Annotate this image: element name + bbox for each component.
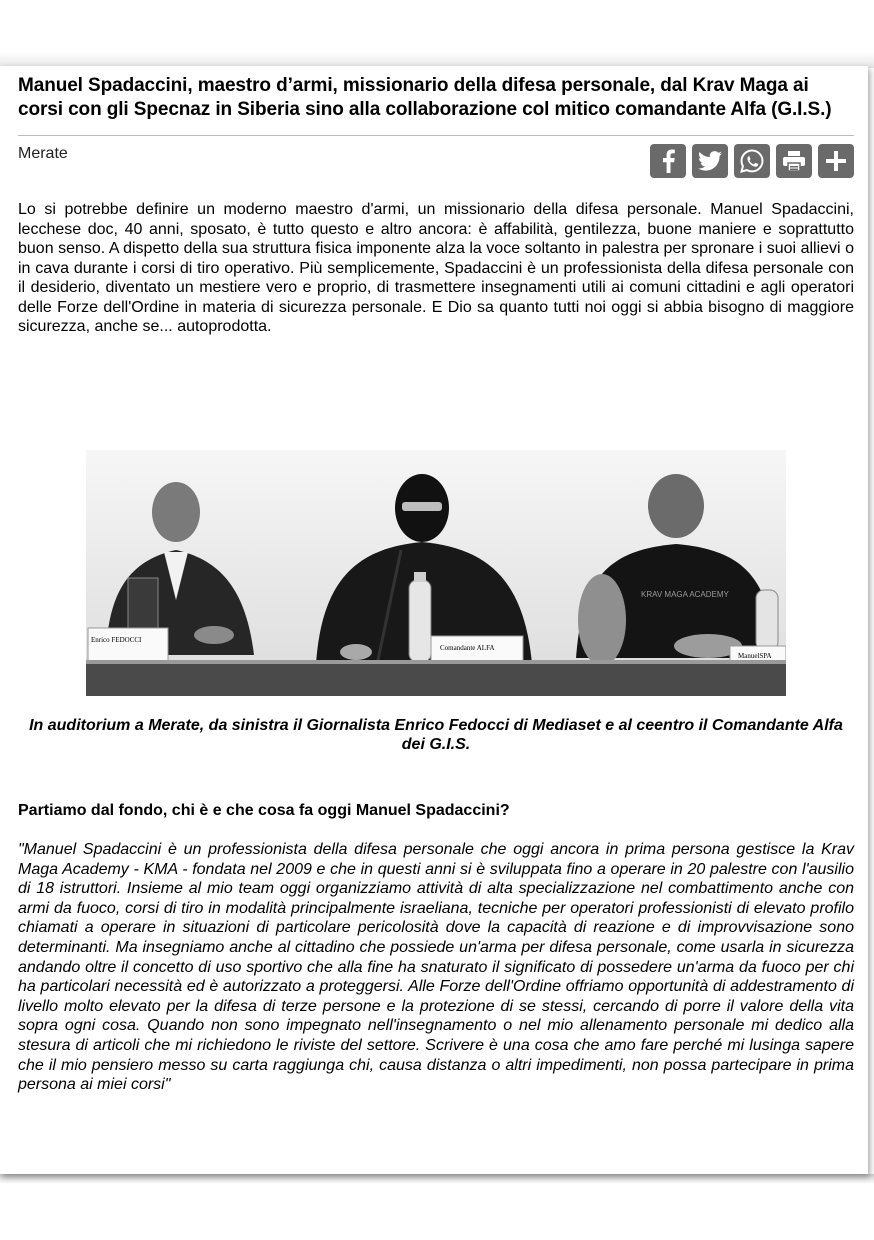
article-title: Manuel Spadaccini, maestro d’armi, missionario della difesa personale, dal Krav Maga ai corsi con gli Specnaz in Siberia sino alla collaborazione col mitico comandante Alfa (G.I.S.) bbox=[18, 75, 832, 120]
interview-question: Partiamo dal fondo, chi è e che cosa fa oggi Manuel Spadaccini? bbox=[18, 802, 510, 819]
event-photo-illustration bbox=[86, 450, 786, 696]
placard-left: Enrico FEDOCCI bbox=[91, 636, 142, 644]
event-photo bbox=[86, 450, 786, 696]
plus-icon[interactable] bbox=[818, 144, 854, 178]
shirt-print: KRAV MAGA ACADEMY bbox=[641, 590, 729, 599]
photo-caption: In auditorium a Merate, da sinistra il Giornalista Enrico Fedocci di Mediaset e al ceentro il Comandante Alfa dei G.I.S. bbox=[29, 717, 843, 753]
page-bottom-shadow bbox=[0, 1174, 874, 1184]
twitter-icon[interactable] bbox=[692, 144, 728, 178]
article bbox=[18, 74, 854, 1094]
facebook-icon[interactable] bbox=[650, 144, 686, 178]
placard-right: ManuelSPA bbox=[738, 652, 772, 660]
placard-center: Comandante ALFA bbox=[440, 644, 495, 652]
whatsapp-icon[interactable] bbox=[734, 144, 770, 178]
share-bar bbox=[650, 144, 854, 178]
interview-answer: "Manuel Spadaccini è un professionista della difesa personale che oggi ancora in prima persona gestisce la Krav Maga Academy - KMA - fondata nel 2009 e che in questi anni si è sviluppata fino a operare in 20 palestre con l'ausilio di 18 istruttori. Insieme al mio team oggi organizziamo attività di alta specializzazione nel combattimento anche con armi da fuoco, corsi di tiro in modalità principalmente israeliana, tecniche per operatori professionisti di elevato profilo chiamati a operare in situazioni di particolare pericolosità dove la capacità di reazione e di improvvisazione sono determinanti. Ma insegniamo anche al cittadino che possiede un'arma per difesa personale, come usarla in sicurezza andando oltre il concetto di uso sportivo che alla fine ha snaturato il significato di possedere un'arma da fuoco per chi ha particolari necessità ed è autorizzato a proteggersi. Alle Forze dell'Ordine offriamo opportunità di addestramento di livello molto elevato per la difesa di terze persone e la protezione di se stessi, cercando di porre il valore della vita sopra ogni cosa. Quando non sono impegnato nell'insegnamento o nel mio allenamento personale mi dedico alla stesura di articoli che mi richiedono le riviste del settore. Scrivere è una cosa che amo fare perché mi lusinga sapere che il mio pensiero messo su carta raggiunga chi, causa distanza o altri impedimenti, non possa partecipare in prima persona ai miei corsi" bbox=[18, 841, 854, 1094]
article-location: Merate bbox=[18, 145, 68, 162]
article-intro: Lo si potrebbe definire un moderno maestro d'armi, un missionario della difesa personale. Manuel Spadaccini, lecchese doc, 40 anni, sposato, è tutto questo e altro ancora: è affabilità, gentilezza, buone maniere e soprattutto buon senso. A dispetto della sua struttura fisica imponente alza la voce soltanto in palestra per spronare i suoi allievi o in cava durante i corsi di tiro operativo. Più semplicemente, Spadaccini è un professionista della difesa personale con il desiderio, diventato un mestiere vero e proprio, di trasmettere insegnamenti utili ai comuni cittadini e agli operatori delle Forze dell'Ordine in materia di sicurezza personale. E Dio sa quanto tutti noi oggi si abbia bisogno di maggiore sicurezza, anche se... autoprodotta. bbox=[18, 201, 854, 335]
meta-row bbox=[18, 136, 854, 184]
print-icon[interactable] bbox=[776, 144, 812, 178]
